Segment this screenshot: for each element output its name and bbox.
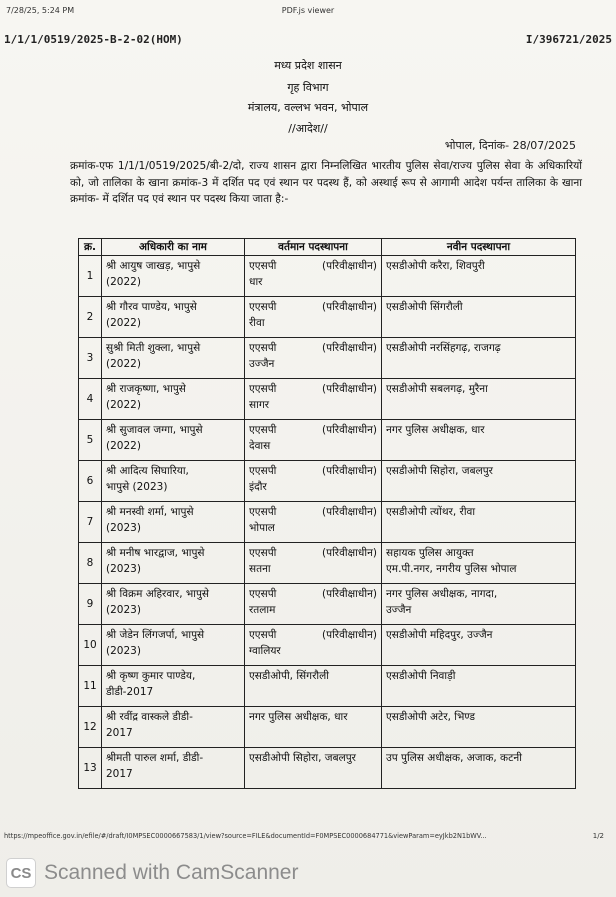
officer-service-batch: भापुसे (2023): [106, 481, 168, 493]
current-post-status: (परिवीक्षाधीन): [322, 465, 377, 477]
officer-name: श्री आयुष जाखड़, भापुसे: [106, 260, 201, 272]
cell-officer: [102, 379, 245, 420]
footer-url: https://mpeoffice.gov.in/efile/#/draft/I0MPSEC0000667583/1/view?source=FILE&documentId=F0MPSEC0000684771&viewParam=eyJkb2N1bWV...: [4, 832, 487, 840]
current-place: ग्वालियर: [249, 645, 281, 657]
cell-officer: [102, 666, 245, 707]
order-paragraph: क्रमांक-एफ 1/1/1/0519/2025/बी-2/दो, राज्य शासन द्वारा निम्नलिखित भारतीय पुलिस सेवा/राज्य पुलिस सेवा के अधिकारियों को, जो तालिका के खाना क्रमांक-3 में दर्शित पद एवं स्थान पर पदस्थ हैं, को अस्थाई रूप से आगामी आदेश पर्यन्त तालिका के खाना क्रमांक- में दर्शित पद एवं स्थान पर पदस्थ किया जाता है:-: [70, 160, 582, 205]
cell-serial: [79, 625, 102, 666]
new-post: नगर पुलिस अधीक्षक, धार: [386, 424, 485, 436]
camscanner-watermark: [6, 858, 298, 888]
cell-new-posting: [382, 338, 576, 379]
current-place: सतना: [249, 563, 271, 575]
table-row: [79, 420, 576, 461]
cell-new-posting: [382, 502, 576, 543]
officer-name: श्री सुजावल जग्गा, भापुसे: [106, 424, 203, 436]
cell-serial: [79, 461, 102, 502]
cell-new-posting: [382, 707, 576, 748]
officer-service-batch: 2017: [106, 727, 133, 739]
cell-officer: [102, 625, 245, 666]
camscanner-text: Scanned with CamScanner: [44, 861, 299, 884]
cell-officer: [102, 256, 245, 297]
cell-officer: [102, 297, 245, 338]
cell-new-posting: [382, 256, 576, 297]
new-post: नगर पुलिस अधीक्षक, नागदा,: [386, 588, 498, 600]
current-post-line: [249, 381, 377, 397]
table-row: [79, 379, 576, 420]
new-post: एसडीओपी अटेर, भिण्ड: [386, 711, 475, 723]
table-row: [79, 502, 576, 543]
current-post-line: [249, 299, 377, 315]
current-place: उज्जैन: [249, 358, 275, 370]
serial-number: 4: [86, 393, 94, 405]
new-post: एसडीओपी त्योंथर, रीवा: [386, 506, 476, 518]
current-post-line: [249, 709, 377, 725]
cell-new-posting: [382, 543, 576, 584]
officer-service-batch: 2017: [106, 768, 133, 780]
cell-current-posting: [245, 461, 382, 502]
print-timestamp: 7/28/25, 5:24 PM: [6, 6, 75, 15]
table-header-row: [79, 239, 576, 256]
header-serial: क्र.: [79, 239, 102, 256]
cell-officer: [102, 502, 245, 543]
new-post: उप पुलिस अधीक्षक, अजाक, कटनी: [386, 752, 522, 764]
current-post: एएसपी: [249, 301, 277, 313]
cell-new-posting: [382, 379, 576, 420]
officer-name: श्री विक्रम अहिरवार, भापुसे: [106, 588, 210, 600]
cell-officer: [102, 543, 245, 584]
current-place: सागर: [249, 399, 270, 411]
current-place: भोपाल: [249, 522, 275, 534]
cell-officer: [102, 420, 245, 461]
serial-number: 6: [86, 475, 94, 487]
cell-current-posting: [245, 338, 382, 379]
serial-number: 1: [86, 270, 94, 282]
current-post-line: [249, 545, 377, 561]
cell-officer: [102, 707, 245, 748]
cell-serial: [79, 379, 102, 420]
current-place: देवास: [249, 440, 271, 452]
officer-service-batch: (2023): [106, 604, 141, 616]
current-post-status: (परिवीक्षाधीन): [322, 629, 377, 641]
cell-current-posting: [245, 502, 382, 543]
cell-current-posting: [245, 666, 382, 707]
officer-name: श्री मनस्वी शर्मा, भापुसे: [106, 506, 194, 518]
officer-name: श्री राजकृष्णा, भापुसे: [106, 383, 186, 395]
table-row: [79, 748, 576, 789]
cell-serial: [79, 748, 102, 789]
new-post: एसडीओपी सबलगढ़, मुरैना: [386, 383, 488, 395]
current-post-line: [249, 627, 377, 643]
current-post-status: (परिवीक्षाधीन): [322, 342, 377, 354]
current-post-status: (परिवीक्षाधीन): [322, 506, 377, 518]
footer-page-number: 1/2: [592, 832, 604, 840]
new-post: एसडीओपी निवाड़ी: [386, 670, 456, 682]
officer-name: सुश्री मिती शुक्ला, भापुसे: [106, 342, 201, 354]
current-post-line: [249, 750, 377, 766]
current-post: एएसपी: [249, 506, 277, 518]
cell-serial: [79, 256, 102, 297]
header-officer-name: अधिकारी का नाम: [102, 239, 245, 256]
date-line: भोपाल, दिनांक- 28/07/2025: [444, 139, 576, 152]
current-post: एएसपी: [249, 260, 277, 272]
header-government: मध्य प्रदेश शासन: [274, 59, 342, 72]
current-post: एएसपी: [249, 465, 277, 477]
table-row: [79, 338, 576, 379]
cell-officer: [102, 584, 245, 625]
serial-number: 12: [83, 721, 97, 733]
current-post-line: [249, 340, 377, 356]
officer-name: श्री कृष्ण कुमार पाण्डेय,: [106, 670, 196, 682]
cell-current-posting: [245, 584, 382, 625]
current-post: एसडीओपी सिहोरा, जबलपुर: [249, 752, 356, 764]
officer-name: श्री रवींद्र वास्कले डीडी-: [106, 711, 193, 723]
current-post-line: [249, 504, 377, 520]
officer-service-batch: डीडी-2017: [106, 686, 154, 698]
new-post: एसडीओपी महिदपुर, उज्जैन: [386, 629, 493, 641]
cell-current-posting: [245, 379, 382, 420]
header-new-posting: नवीन पदस्थापना: [382, 239, 576, 256]
officer-service-batch: (2023): [106, 645, 141, 657]
officer-service-batch: (2022): [106, 317, 141, 329]
cell-current-posting: [245, 256, 382, 297]
table-row: [79, 256, 576, 297]
officer-service-batch: (2023): [106, 522, 141, 534]
cell-officer: [102, 338, 245, 379]
new-post: एसडीओपी नरसिंहगढ़, राजगढ़: [386, 342, 501, 354]
cell-current-posting: [245, 748, 382, 789]
current-place: धार: [249, 276, 263, 288]
header-department: गृह विभाग: [287, 81, 329, 94]
cell-new-posting: [382, 584, 576, 625]
cell-serial: [79, 502, 102, 543]
table-row: [79, 666, 576, 707]
new-post-place: उज्जैन: [386, 604, 412, 616]
current-post-status: (परिवीक्षाधीन): [322, 588, 377, 600]
current-place: रीवा: [249, 317, 265, 329]
current-post-status: (परिवीक्षाधीन): [322, 547, 377, 559]
current-post-status: (परिवीक्षाधीन): [322, 424, 377, 436]
receipt-number: I/396721/2025: [525, 33, 612, 46]
officer-name: श्री आदित्य सिघारिया,: [106, 465, 189, 477]
current-post: एएसपी: [249, 383, 277, 395]
new-post: एसडीओपी सिहोरा, जबलपुर: [386, 465, 493, 477]
cell-new-posting: [382, 666, 576, 707]
current-post-status: (परिवीक्षाधीन): [322, 383, 377, 395]
officer-service-batch: (2022): [106, 440, 141, 452]
officer-service-batch: (2022): [106, 399, 141, 411]
officer-service-batch: (2022): [106, 358, 141, 370]
current-post: एसडीओपी, सिंगरौली: [249, 670, 329, 682]
current-post: एएसपी: [249, 342, 277, 354]
cell-serial: [79, 420, 102, 461]
serial-number: 13: [83, 762, 97, 774]
officer-service-batch: (2023): [106, 563, 141, 575]
serial-number: 3: [86, 352, 94, 364]
current-post-line: [249, 463, 377, 479]
current-post: एएसपी: [249, 588, 277, 600]
current-post-status: (परिवीक्षाधीन): [322, 260, 377, 272]
serial-number: 5: [86, 434, 94, 446]
new-post: एसडीओपी सिंगरौली: [386, 301, 463, 313]
cell-new-posting: [382, 748, 576, 789]
viewer-title: PDF.js viewer: [281, 6, 335, 15]
cell-serial: [79, 543, 102, 584]
cell-serial: [79, 338, 102, 379]
cell-current-posting: [245, 625, 382, 666]
cell-officer: [102, 461, 245, 502]
table-row: [79, 584, 576, 625]
current-post-line: [249, 422, 377, 438]
cell-current-posting: [245, 420, 382, 461]
officer-service-batch: (2022): [106, 276, 141, 288]
header-order-title: //आदेश//: [288, 122, 328, 135]
current-post-status: (परिवीक्षाधीन): [322, 301, 377, 313]
camscanner-logo-icon: CS: [6, 858, 36, 888]
serial-number: 10: [83, 639, 97, 651]
new-post-place: एम.पी.नगर, नगरीय पुलिस भोपाल: [386, 563, 517, 575]
table-row: [79, 461, 576, 502]
cell-current-posting: [245, 707, 382, 748]
serial-number: 7: [86, 516, 94, 528]
cell-officer: [102, 748, 245, 789]
officer-name: श्री जेडेन लिंगजर्पा, भापुसे: [106, 629, 205, 641]
cell-current-posting: [245, 543, 382, 584]
new-post: सहायक पुलिस आयुक्त: [386, 547, 474, 559]
current-post-line: [249, 668, 377, 684]
cell-serial: [79, 707, 102, 748]
cell-new-posting: [382, 461, 576, 502]
header-address: मंत्रालय, वल्लभ भवन, भोपाल: [247, 101, 369, 114]
current-post: एएसपी: [249, 547, 277, 559]
serial-number: 11: [83, 680, 97, 692]
cell-serial: [79, 297, 102, 338]
table-row: [79, 625, 576, 666]
officer-name: श्री मनीष भारद्वाज, भापुसे: [106, 547, 205, 559]
current-post-line: [249, 258, 377, 274]
table-row: [79, 297, 576, 338]
current-post-line: [249, 586, 377, 602]
cell-current-posting: [245, 297, 382, 338]
current-post: एएसपी: [249, 629, 277, 641]
cell-new-posting: [382, 297, 576, 338]
cell-new-posting: [382, 420, 576, 461]
cell-new-posting: [382, 625, 576, 666]
current-place: इंदौर: [249, 481, 267, 493]
current-post: एएसपी: [249, 424, 277, 436]
cell-serial: [79, 666, 102, 707]
cell-serial: [79, 584, 102, 625]
table-row: [79, 543, 576, 584]
serial-number: 8: [86, 557, 94, 569]
new-post: एसडीओपी करैरा, शिवपुरी: [386, 260, 485, 272]
officer-name: श्री गौरव पाण्डेय, भापुसे: [106, 301, 197, 313]
table-row: [79, 707, 576, 748]
header-current-posting: वर्तमान पदस्थापना: [245, 239, 382, 256]
officer-name: श्रीमती पारुल शर्मा, डीडी-: [106, 752, 204, 764]
serial-number: 9: [86, 598, 94, 610]
current-post: नगर पुलिस अधीक्षक, धार: [249, 711, 348, 723]
current-place: रतलाम: [249, 604, 276, 616]
file-number: 1/1/1/0519/2025-B-2-02(HOM): [4, 33, 183, 46]
serial-number: 2: [86, 311, 94, 323]
posting-table: [78, 238, 576, 789]
